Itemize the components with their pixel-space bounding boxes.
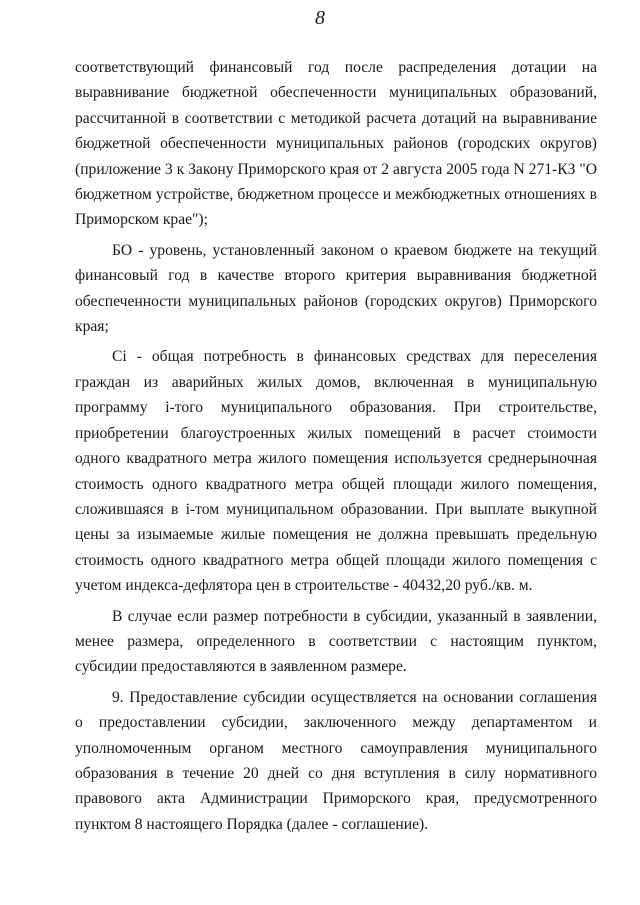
paragraph-subsidy-size: В случае если размер потребности в субсидии, указанный в заявлении, менее размера, определенного в соответствии с настоящим пунктом, субсидии предоставляются в заявленном размере. — [75, 607, 597, 676]
paragraph-ci-definition: Ci - общая потребность в финансовых средствах для переселения граждан из аварийных жилых домов, включенная в муниципальную программу i-того муниципального образования. При строительстве, приобретении благоустроенных жилых помещений в расчет стоимости одного квадратного метра жилого помещения используется среднерыночная стоимость одного квадратного метра общей площади жилого помещения, сложившаяся в i-том муниципальном образовании. При выплате выкупной цены за изымаемые жилые помещения не должна превышать предельную стоимость одного квадратного метра общей площади жилого помещения с учетом индекса-дефлятора цен в строительстве - 40432,20 руб./кв. м. — [75, 348, 597, 595]
page-number: 8 — [315, 7, 325, 29]
paragraph-continuation: соответствующий финансовый год после распределения дотации на выравнивание бюджетной обеспеченности муниципальных образований, рассчитанной в соответствии с методикой расчета дотаций на выравнивание бюджетной обеспеченности муниципальных районов (городских округов) (приложение 3 к Закону Приморского края от 2 августа 2005 года N 271-КЗ "О бюджетном устройстве, бюджетном процессе и межбюджетных отношениях в Приморском крае"); — [75, 59, 597, 229]
paragraph-item-9: 9. Предоставление субсидии осуществляется на основании соглашения о предоставлении субсидии, заключенного между департаментом и уполномоченным органом местного самоуправления муниципального образования в течение 20 дней со дня вступления в силу нормативного правового акта Администрации Приморского края, предусмотренного пунктом 8 настоящего Порядка (далее - соглашение). — [75, 688, 597, 833]
document-body — [75, 55, 597, 842]
paragraph-bo-definition: БО - уровень, установленный законом о краевом бюджете на текущий финансовый год в качестве второго критерия выравнивания бюджетной обеспеченности муниципальных районов (городских округов) Приморского края; — [75, 241, 597, 336]
